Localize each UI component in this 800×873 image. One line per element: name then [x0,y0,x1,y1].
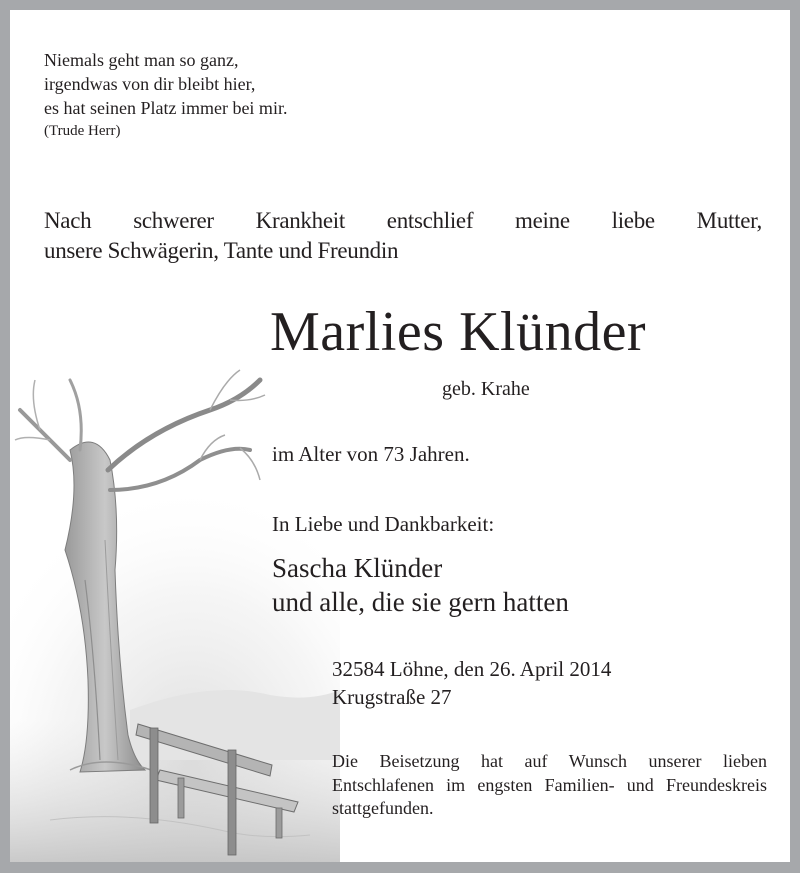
birth-name: geb. Krahe [442,378,530,400]
burial-note: Die Beisetzung hat auf Wunsch unserer lieben Entschlafenen im engsten Familien- und Freundeskreis stattgefunden. [332,751,767,818]
mourners-list [272,551,569,619]
quote-line: irgendwas von dir bleibt hier, [44,74,256,94]
quote-line: Niemals geht man so ganz, [44,50,239,70]
mourner-name: und alle, die sie gern hatten [272,587,569,617]
deceased-name: Marlies Klünder [270,301,647,363]
mourner-name: Sascha Klünder [272,553,443,583]
announcement-line: Nach schwerer Krankheit entschlief meine liebe Mutter, [44,208,762,233]
street-address: Krugstraße 27 [332,685,452,709]
quote-attribution: (Trude Herr) [44,123,121,139]
age-text: im Alter von 73 Jahren. [272,442,470,466]
death-announcement-text [44,206,762,266]
announcement-line: unsere Schwägerin, Tante und Freundin [44,238,399,263]
place-and-date: 32584 Löhne, den 26. April 2014 [332,657,612,681]
memorial-quote [44,48,287,142]
mourners-heading: In Liebe und Dankbarkeit: [272,512,495,536]
address-block [332,655,611,711]
obituary-notice [10,10,790,862]
quote-line: es hat seinen Platz immer bei mir. [44,98,288,118]
